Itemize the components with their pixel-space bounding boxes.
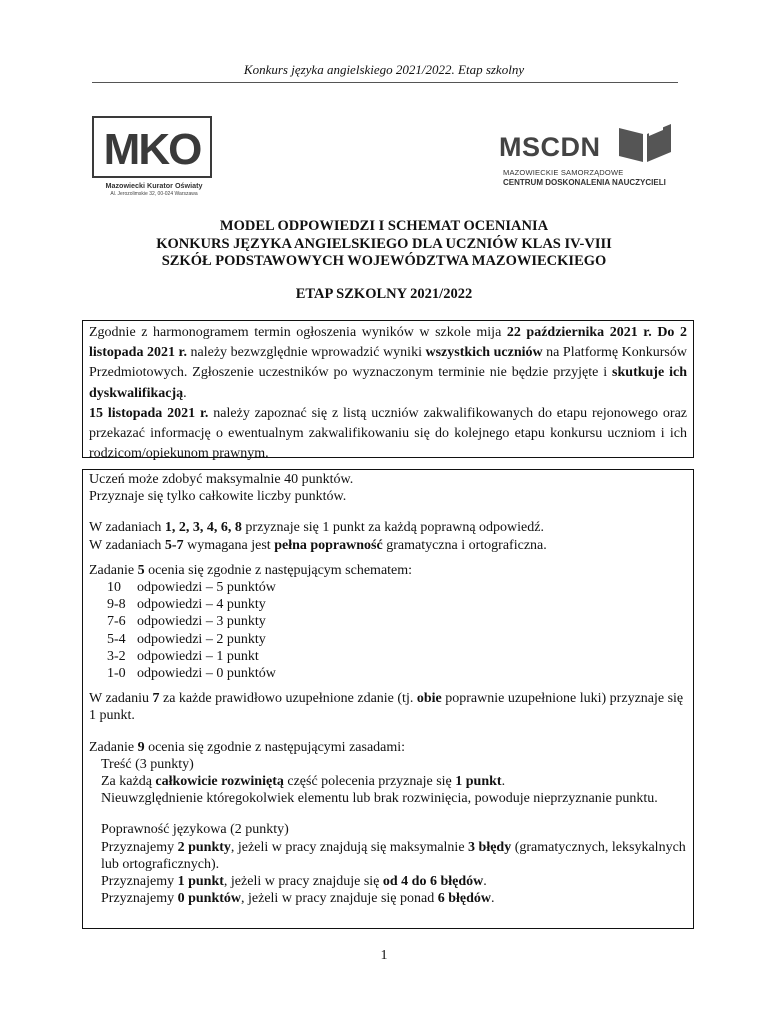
book-icon xyxy=(617,122,673,162)
text: , jeżeli w pracy znajduje się xyxy=(223,874,383,890)
two-points-emphasis: 2 punkty xyxy=(177,839,231,855)
page-number: 1 xyxy=(380,948,388,963)
text: na Platformę Konkursów Przedmiotowych. Zgłoszenie uczestników po wyznaczonym terminie nie będzie przyjęte i xyxy=(89,345,687,381)
content-rule-1 xyxy=(89,773,687,790)
stage-title: ETAP SZKOLNY 2021/2022 xyxy=(295,286,473,302)
schedule-info-box xyxy=(82,320,694,462)
task-number: 5 xyxy=(137,562,145,578)
scale-range: 7-6 xyxy=(107,614,126,630)
task-number: 7 xyxy=(152,691,160,707)
scale-text: odpowiedzi – 1 punkt xyxy=(137,648,259,664)
zero-points-emphasis: 0 punktów xyxy=(177,891,242,907)
mko-logo xyxy=(92,116,216,200)
both-emphasis: obie xyxy=(416,691,442,707)
title-line-2: KONKURS JĘZYKA ANGIELSKIEGO DLA UCZNIÓW KLAS IV-VIII xyxy=(156,236,612,252)
text: ocenia się zgodnie z następującymi zasadami: xyxy=(144,739,406,755)
text: poprawnie uzupełnione luki) przyznaje się 1 punkt. xyxy=(89,691,684,724)
tasks-one-point xyxy=(89,519,687,536)
tasks-correctness xyxy=(89,537,687,554)
text: Zgodnie z harmonogramem termin ogłoszenia wyników w szkole mija xyxy=(89,325,507,340)
text: . xyxy=(183,385,187,401)
scale-text: odpowiedzi – 0 punktów xyxy=(137,666,276,682)
mscdn-logo xyxy=(497,122,687,202)
entry-deadline: Do 2 listopada 2021 r. xyxy=(89,325,687,361)
task-numbers: 5-7 xyxy=(164,537,184,553)
all-students-emphasis: wszystkich uczniów xyxy=(425,345,543,361)
text: gramatyczna i ortograficzna. xyxy=(382,537,547,553)
schedule-paragraph-1 xyxy=(89,323,687,404)
scale-row xyxy=(89,631,687,648)
fully-developed-emphasis: całkowicie rozwiniętą xyxy=(155,774,284,790)
language-rule-1 xyxy=(89,839,687,873)
one-point-emphasis: 1 punkt xyxy=(177,874,224,890)
three-errors-emphasis: 3 błędy xyxy=(468,839,512,855)
text: , jeżeli w pracy znajduje się ponad xyxy=(241,891,438,907)
task-number: 9 xyxy=(137,739,145,755)
mko-logo-letters: MKO xyxy=(103,125,201,174)
text: (gramatycznych, leksykalnych lub ortograficznych). xyxy=(101,839,686,872)
text: za każde prawidłowo uzupełnione zdanie (tj. xyxy=(159,691,417,707)
scale-row xyxy=(89,648,687,665)
mscdn-subtitle-1: MAZOWIECKIE SAMORZĄDOWE xyxy=(503,168,624,177)
text: wymagana jest xyxy=(183,537,275,553)
disqualification-emphasis: skutkuje ich dyskwalifikacją xyxy=(89,365,687,401)
mko-logo-mark xyxy=(92,116,212,178)
scale-range: 5-4 xyxy=(107,631,126,647)
language-rule-3 xyxy=(89,890,687,907)
scale-row xyxy=(89,579,687,596)
language-rule-2 xyxy=(89,873,687,890)
schedule-paragraph-2 xyxy=(89,404,687,465)
text: część polecenia przyznaje się xyxy=(283,774,456,790)
text: W zadaniu xyxy=(89,691,153,707)
task5-scale xyxy=(89,579,687,682)
task5-intro xyxy=(89,562,687,579)
mscdn-subtitle-2: CENTRUM DOSKONALENIA NAUCZYCIELI xyxy=(503,178,666,187)
full-correctness-emphasis: pełna poprawność xyxy=(274,537,383,553)
qualification-date: 15 listopada 2021 r. xyxy=(89,405,209,421)
text: . xyxy=(483,874,487,890)
text: Przyznajemy xyxy=(101,874,178,890)
task7-rule xyxy=(89,690,687,724)
text: W zadaniach xyxy=(89,537,165,553)
scale-row xyxy=(89,613,687,630)
mscdn-wordmark: MSCDN xyxy=(499,132,601,162)
text: ocenia się zgodnie z następującym schematem: xyxy=(144,562,413,578)
scale-text: odpowiedzi – 4 punkty xyxy=(137,597,266,613)
scale-row xyxy=(89,596,687,613)
text: . xyxy=(491,891,495,907)
scale-text: odpowiedzi – 3 punkty xyxy=(137,614,266,630)
content-header: Treść (3 punkty) xyxy=(101,756,194,772)
four-to-six-errors-emphasis: od 4 do 6 błędów xyxy=(382,874,484,890)
title-line-3: SZKÓŁ PODSTAWOWYCH WOJEWÓDZTWA MAZOWIECKIEGO xyxy=(161,253,607,269)
text: Zadanie xyxy=(89,739,138,755)
mko-address: Al. Jerozolimskie 32, 00-024 Warszawa xyxy=(110,191,198,197)
scale-range: 10 xyxy=(107,580,121,596)
task-numbers: 1, 2, 3, 4, 6, 8 xyxy=(164,520,242,536)
task9-intro xyxy=(89,739,687,756)
text: . xyxy=(501,774,506,790)
language-header: Poprawność językowa (2 punkty) xyxy=(101,822,289,838)
scale-range: 1-0 xyxy=(107,666,126,682)
scale-range: 9-8 xyxy=(107,597,126,613)
whole-points: Przyznaje się tylko całkowite liczby punktów. xyxy=(89,489,347,505)
running-header: Konkurs języka angielskiego 2021/2022. Etap szkolny xyxy=(243,62,525,77)
text: należy zapoznać się z listą uczniów zakwalifikowanych do etapu rejonowego oraz przekazać informację o ewentualnym zakwalifikowaniu się do kolejnego etapu konkursu uczniom i ich rodzicom/opiekunom prawnym. xyxy=(89,405,687,462)
mko-logo-glyphs xyxy=(94,118,210,176)
text: Przyznajemy xyxy=(101,839,178,855)
one-point-emphasis: 1 punkt xyxy=(455,774,502,790)
title-line-1: MODEL ODPOWIEDZI I SCHEMAT OCENIANIA xyxy=(219,218,549,234)
mko-name: Mazowiecki Kurator Oświaty xyxy=(105,181,203,190)
text: przyznaje się 1 punkt za każdą poprawną odpowiedź. xyxy=(241,520,544,536)
text: Przyznajemy xyxy=(101,891,178,907)
scale-text: odpowiedzi – 5 punktów xyxy=(137,580,276,596)
scale-row xyxy=(89,665,687,682)
text: Zadanie xyxy=(89,562,138,578)
text: należy bezwzględnie wprowadzić wyniki xyxy=(186,345,426,361)
scale-range: 3-2 xyxy=(107,648,126,664)
scale-text: odpowiedzi – 2 punkty xyxy=(137,631,266,647)
header-rule xyxy=(92,82,678,83)
text: Za każdą xyxy=(101,774,156,790)
results-date: 22 października 2021 r. xyxy=(506,325,652,340)
text: W zadaniach xyxy=(89,520,165,536)
six-errors-emphasis: 6 błędów xyxy=(437,891,492,907)
text: , jeżeli w pracy znajdują się maksymalnie xyxy=(230,839,469,855)
content-rule-2: Nieuwzględnienie któregokolwiek elementu lub brak rozwinięcia, powoduje nieprzyznanie punktu. xyxy=(101,791,658,807)
scoring-rules-box xyxy=(82,469,694,929)
max-points: Uczeń może zdobyć maksymalnie 40 punktów. xyxy=(89,472,354,487)
